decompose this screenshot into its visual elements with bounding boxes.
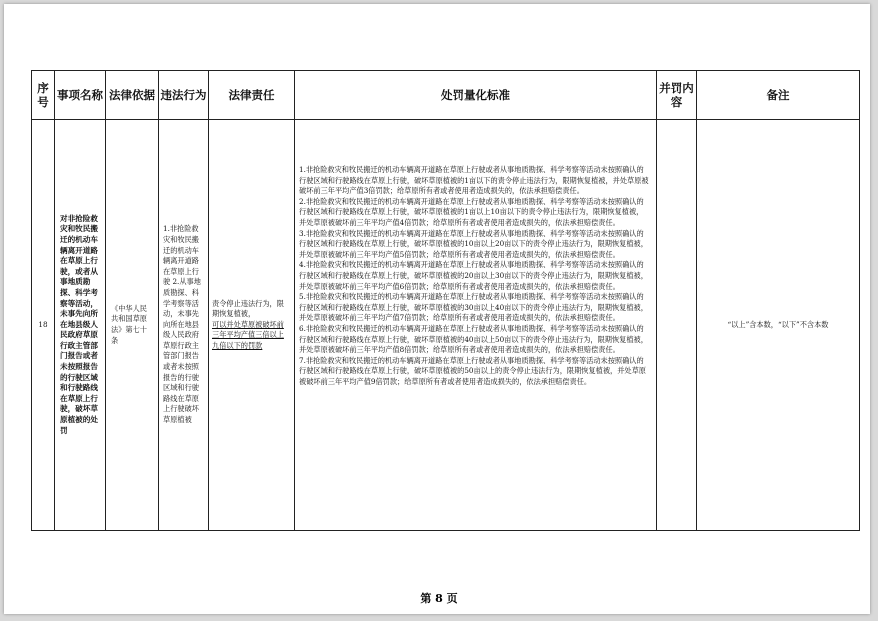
liability-underlined-text: 可以并处草原被破坏前三年平均产值三倍以上九倍以下的罚款 bbox=[212, 319, 284, 350]
document-page bbox=[4, 4, 870, 614]
cell-combined-penalty bbox=[657, 120, 697, 531]
cell-legal-liability bbox=[209, 120, 295, 531]
standard-item: 3.非抢险救灾和牧民搬迁的机动车辆离开道路在草原上行驶或者从事地质勘探、科学考察等活动未按照确认的行驶区域和行驶路线在草原上行驶，破坏草原植被的10亩以上20亩以下的责令停止违法行为，限期恢复植被，并处草原被破坏前三年平均产值5倍罚款；给草原所有者或者使用者造成损失的，依法承担赔偿责任。 bbox=[299, 228, 648, 259]
header-combined-penalty: 并罚内容 bbox=[657, 71, 697, 120]
table-row bbox=[32, 120, 860, 531]
cell-legal-basis: 《中华人民共和国草原法》第七十条 bbox=[106, 120, 159, 531]
standard-item: 5.非抢险救灾和牧民搬迁的机动车辆离开道路在草原上行驶或者从事地质勘探、科学考察等活动未按照确认的行驶区域和行驶路线在草原上行驶，破坏草原植被的30亩以上40亩以下的责令停止违法行为，限期恢复植被，并处草原被破坏前三年平均产值7倍罚款；给草原所有者或者使用者造成损失的，依法承担赔偿责任。 bbox=[299, 292, 648, 323]
standard-item: 2.非抢险救灾和牧民搬迁的机动车辆离开道路在草原上行驶或者从事地质勘探、科学考察等活动未按照确认的行驶区域和行驶路线在草原上行驶，破坏草原植被的1亩以上10亩以下的责令停止违法行为，限期恢复植被，并处草原被破坏前三年平均产值4倍罚款；给草原所有者或者使用者造成损失的，依法承担赔偿责任。 bbox=[299, 196, 644, 227]
penalty-table bbox=[31, 70, 860, 531]
liability-text: 责令停止违法行为，限期恢复植被， bbox=[212, 298, 284, 319]
standard-item: 7.非抢险救灾和牧民搬迁的机动车辆离开道路在草原上行驶或者从事地质勘探、科学考察等活动未按照确认的行驶区域和行驶路线在草原上行驶，破坏草原植被的50亩以上的责令停止违法行为，限期恢复植被，并处草原被破坏前三年平均产值9倍罚款；给草原所有者或者使用者造成损失的，依法承担赔偿责任。 bbox=[299, 355, 646, 386]
header-seq: 序号 bbox=[32, 71, 55, 120]
cell-illegal-act: 1.非抢险救灾和牧民搬迁的机动车辆离开道路在草原上行驶 2.从事地质勘探、科学考察等活动，未事先向所在地县级人民政府草原行政主管部门报告或者未按照报告的行驶区域和行驶路线在草原上行驶破坏草原植被 bbox=[159, 120, 209, 531]
cell-penalty-standard bbox=[295, 120, 657, 531]
header-remarks: 备注 bbox=[697, 71, 860, 120]
header-penalty-standard: 处罚量化标准 bbox=[295, 71, 657, 120]
header-legal-basis: 法律依据 bbox=[106, 71, 159, 120]
standard-item: 6.非抢险救灾和牧民搬迁的机动车辆离开道路在草原上行驶或者从事地质勘探、科学考察等活动未按照确认的行驶区域和行驶路线在草原上行驶，破坏草原植被的40亩以上50亩以下的责令停止违法行为，限期恢复植被，并处草原被破坏前三年平均产值8倍罚款；给草原所有者或者使用者造成损失的，依法承担赔偿责任。 bbox=[299, 323, 648, 355]
header-illegal-act: 违法行为 bbox=[159, 71, 209, 120]
cell-remarks: “以上”含本数，“以下”不含本数 bbox=[697, 120, 860, 531]
header-item-name: 事项名称 bbox=[55, 71, 106, 120]
table-header-row bbox=[32, 71, 860, 120]
standard-item: 4.非抢险救灾和牧民搬迁的机动车辆离开道路在草原上行驶或者从事地质勘探、科学考察等活动未按照确认的行驶区域和行驶路线在草原上行驶，破坏草原植被的20亩以上30亩以下的责令停止违法行为，限期恢复植被，并处草原被破坏前三年平均产值6倍罚款；给草原所有者或者使用者造成损失的，依法承担赔偿责任。 bbox=[299, 260, 648, 291]
header-legal-liability: 法律责任 bbox=[209, 71, 295, 120]
cell-seq: 18 bbox=[32, 120, 55, 531]
standard-item: 1.非抢险救灾和牧民搬迁的机动车辆离开道路在草原上行驶或者从事地质勘探、科学考察等活动未按照确认的行驶区域和行驶路线在草原上行驶，破坏草原植被的1亩以下的责令停止违法行为，限期恢复植被，并处草原被破坏前三年平均产值3倍罚款；给草原所有者或者使用者造成损失的，依法承担赔偿责任。 bbox=[299, 165, 649, 196]
page-number: 第 8 页 bbox=[420, 592, 458, 605]
cell-item-name: 对非抢险救灾和牧民搬迁的机动车辆离开道路在草原上行驶，或者从事地质勘探、科学考察等活动，未事先向所在地县级人民政府草原行政主管部门报告或者未按照报告的行驶区域和行驶路线在草原上行驶，破坏草原植被的处罚 bbox=[55, 120, 106, 531]
